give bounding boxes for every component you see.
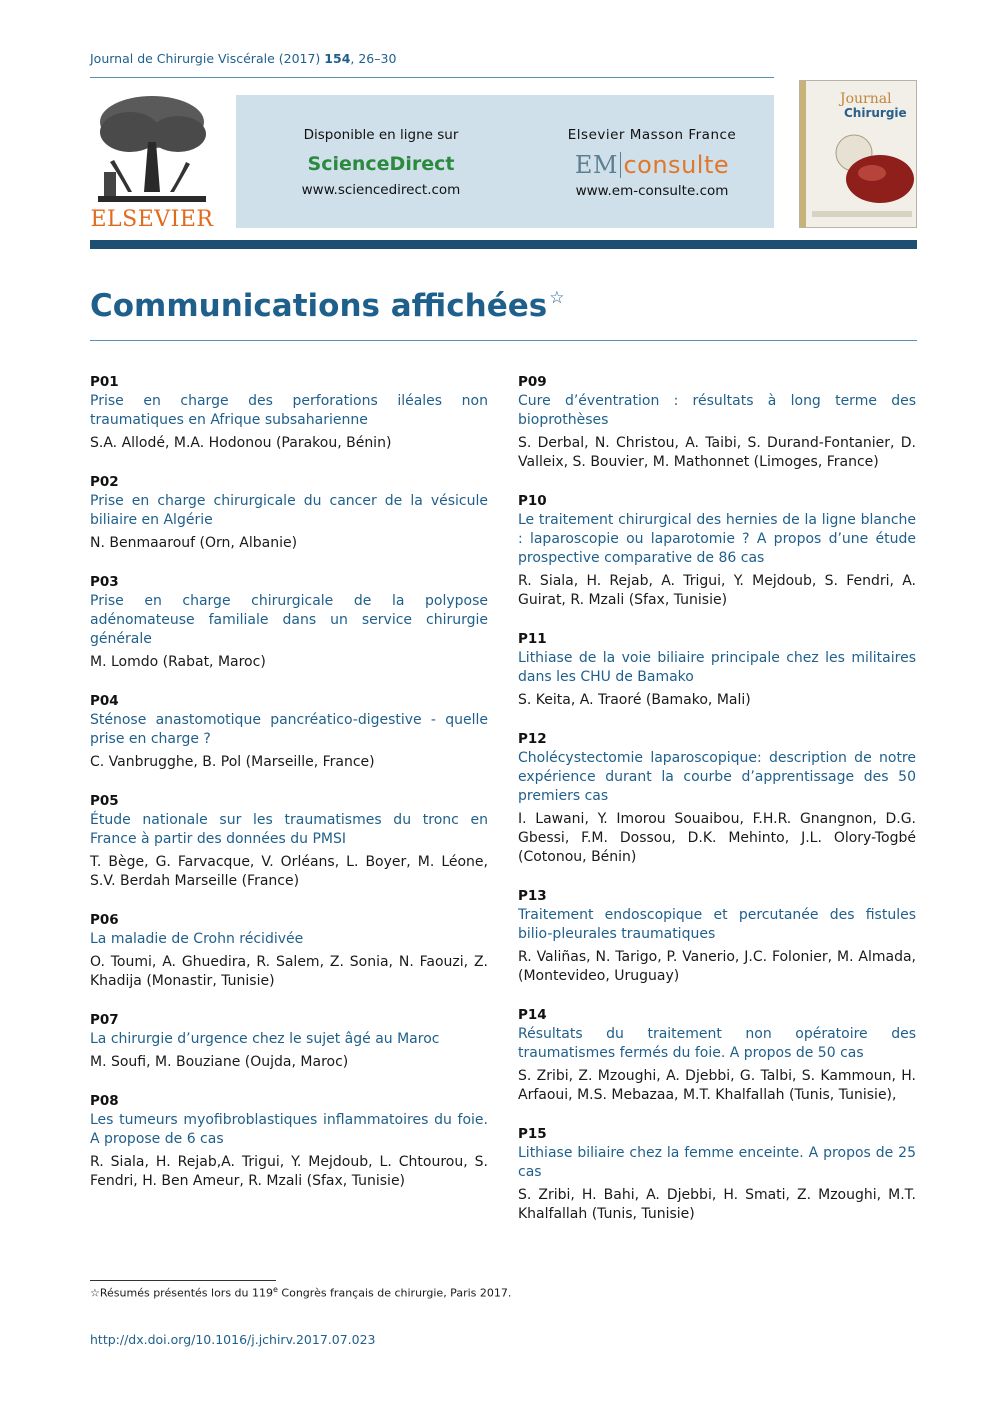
elsevier-wordmark: ELSEVIER: [90, 207, 214, 232]
cover-title-label: Chirurgie: [844, 106, 907, 120]
abstract-id: P06: [90, 912, 119, 928]
abstract-id: P12: [518, 731, 547, 747]
abstract-title-link[interactable]: Le traitement chirurgical des hernies de la ligne blanche : laparoscopie ou laparotomie ? A propos d’une étude prospective comparative de 86 cas: [518, 512, 916, 566]
abstract-entry: [518, 730, 916, 867]
abstract-authors: M. Lomdo (Rabat, Maroc): [90, 654, 266, 670]
header-rule: [90, 77, 774, 78]
journal-pages: , 26–30: [350, 51, 397, 66]
abstract-title-link[interactable]: Cholécystectomie laparoscopique: description de notre expérience durant la courbe d’apprentissage des 50 premiers cas: [518, 750, 916, 804]
abstract-entry: [518, 630, 916, 710]
abstract-title-link[interactable]: La maladie de Crohn récidivée: [90, 931, 304, 947]
emconsulte-separator: [620, 152, 622, 178]
sciencedirect-logo[interactable]: ScienceDirect: [307, 153, 455, 175]
abstract-id: P03: [90, 574, 119, 590]
abstract-title-link[interactable]: La chirurgie d’urgence chez le sujet âgé au Maroc: [90, 1031, 440, 1047]
sciencedirect-url[interactable]: www.sciencedirect.com: [301, 182, 461, 198]
abstract-authors: S. Zribi, H. Bahi, A. Djebbi, H. Smati, Z. Mzoughi, M.T. Khalfallah (Tunis, Tunisie): [518, 1187, 916, 1222]
available-online-label: Disponible en ligne sur: [303, 127, 459, 143]
emconsulte-logo[interactable]: [530, 151, 774, 179]
page-title: [90, 288, 564, 324]
abstract-title-link[interactable]: Prise en charge chirurgicale du cancer de la vésicule biliaire en Algérie: [90, 493, 488, 528]
abstract-title-link[interactable]: Sténose anastomotique pancréatico-digestive - quelle prise en charge ?: [90, 712, 488, 747]
abstract-authors: N. Benmaarouf (Orn, Albanie): [90, 535, 298, 551]
abstract-title-link[interactable]: Étude nationale sur les traumatismes du tronc en France à partir des données du PMSI: [90, 812, 488, 847]
emconsulte-em: EM: [574, 151, 618, 179]
abstract-id: P05: [90, 793, 119, 809]
abstract-authors: R. Valiñas, N. Tarigo, P. Vanerio, J.C. Folonier, M. Almada, (Montevideo, Uruguay): [518, 949, 916, 984]
journal-volume: 154: [324, 51, 351, 66]
abstract-id: P10: [518, 493, 547, 509]
abstract-id: P15: [518, 1126, 547, 1142]
footnote-star-icon[interactable]: ☆: [549, 288, 565, 308]
abstract-entry: [90, 373, 488, 453]
cover-journal-label: Journal: [840, 91, 892, 107]
footnote: [90, 1285, 511, 1300]
abstract-title-link[interactable]: Prise en charge des perforations iléales non traumatiques en Afrique subsaharienne: [90, 393, 488, 428]
abstract-authors: O. Toumi, A. Ghuedira, R. Salem, Z. Sonia, N. Faouzi, Z. Khadija (Monastir, Tunisie): [90, 954, 488, 989]
footnote-superscript: e: [273, 1285, 278, 1294]
abstract-authors: R. Siala, H. Rejab, A. Trigui, Y. Mejdoub, S. Fendri, A. Guirat, R. Mzali (Sfax, Tunisie): [518, 573, 916, 608]
abstract-title-link[interactable]: Cure d’éventration : résultats à long terme des bioprothèses: [518, 393, 916, 428]
abstract-title-link[interactable]: Prise en charge chirurgicale de la polypose adénomateuse familiale dans un service chirurgie générale: [90, 593, 488, 647]
footnote-rule: [90, 1280, 276, 1281]
abstract-title-link[interactable]: Lithiase biliaire chez la femme enceinte. A propos de 25 cas: [518, 1145, 916, 1180]
abstract-id: P04: [90, 693, 119, 709]
abstract-authors: T. Bège, G. Farvacque, V. Orléans, L. Boyer, M. Léone, S.V. Berdah Marseille (France): [90, 854, 488, 889]
abstract-authors: S. Zribi, Z. Mzoughi, A. Djebbi, G. Talbi, S. Kammoun, H. Arfaoui, M.S. Mebazaa, M.T. Khalfallah (Tunis, Tunisie),: [518, 1068, 916, 1103]
abstract-entry: [90, 792, 488, 891]
page-title-text: Communications affichées: [90, 288, 548, 324]
footnote-text-prefix: Résumés présentés lors du 119: [99, 1286, 273, 1300]
emconsulte-block: [530, 95, 774, 228]
journal-cover-thumbnail: [799, 80, 917, 228]
abstract-authors: S. Derbal, N. Christou, A. Taibi, S. Durand-Fontanier, D. Valleix, S. Bouvier, M. Mathonnet (Limoges, France): [518, 435, 916, 470]
abstract-title-link[interactable]: Lithiase de la voie biliaire principale chez les militaires dans les CHU de Bamako: [518, 650, 916, 685]
journal-citation: [90, 51, 396, 66]
abstract-authors: M. Soufi, M. Bouziane (Oujda, Maroc): [90, 1054, 349, 1070]
abstract-id: P07: [90, 1012, 119, 1028]
abstract-entry: [90, 473, 488, 553]
abstract-title-link[interactable]: Traitement endoscopique et percutanée des fistules bilio-pleurales traumatiques: [518, 907, 916, 942]
abstract-entry: [518, 492, 916, 610]
abstract-authors: I. Lawani, Y. Imorou Souaibou, F.H.R. Gnangnon, D.G. Gbessi, F.M. Dossou, D.K. Mehinto, J.L. Olory-Togbé (Cotonou, Bénin): [518, 811, 916, 865]
entries-left-column: [90, 373, 488, 1211]
abstract-id: P01: [90, 374, 119, 390]
entries-right-column: [518, 373, 916, 1244]
doi-link[interactable]: http://dx.doi.org/10.1016/j.jchirv.2017.07.023: [90, 1332, 376, 1347]
footnote-mark: ☆: [90, 1286, 100, 1300]
abstract-authors: C. Vanbrugghe, B. Pol (Marseille, France): [90, 754, 375, 770]
abstract-entry: [518, 373, 916, 472]
sciencedirect-block: [236, 95, 526, 228]
abstract-id: P08: [90, 1093, 119, 1109]
header-thick-rule: [90, 240, 917, 249]
abstract-entry: [518, 1006, 916, 1105]
abstract-authors: R. Siala, H. Rejab,A. Trigui, Y. Mejdoub, L. Chtourou, S. Fendri, H. Ben Ameur, R. Mzali (Sfax, Tunisie): [90, 1154, 488, 1189]
abstract-entry: [90, 692, 488, 772]
emconsulte-url[interactable]: www.em-consulte.com: [575, 183, 729, 199]
abstract-id: P02: [90, 474, 119, 490]
abstract-authors: S. Keita, A. Traoré (Bamako, Mali): [518, 692, 751, 708]
abstract-entry: [90, 1092, 488, 1191]
abstract-id: P14: [518, 1007, 547, 1023]
abstract-entry: [90, 911, 488, 991]
abstract-entry: [518, 1125, 916, 1224]
footnote-text-suffix: Congrès français de chirurgie, Paris 2017.: [277, 1286, 512, 1300]
abstract-entry: [90, 573, 488, 672]
abstract-id: P09: [518, 374, 547, 390]
title-rule: [90, 340, 917, 341]
abstract-title-link[interactable]: Résultats du traitement non opératoire des traumatismes fermés du foie. A propos de 50 cas: [518, 1026, 916, 1061]
abstract-entry: [90, 1011, 488, 1072]
abstract-title-link[interactable]: Les tumeurs myofibroblastiques inflammatoires du foie. A propose de 6 cas: [90, 1112, 488, 1147]
abstract-id: P13: [518, 888, 547, 904]
publisher-name: Elsevier Masson France: [567, 127, 737, 143]
abstract-id: P11: [518, 631, 547, 647]
journal-name: Journal de Chirurgie Viscérale (2017): [90, 51, 321, 66]
emconsulte-consulte: consulte: [623, 151, 730, 179]
abstract-entry: [518, 887, 916, 986]
abstract-authors: S.A. Allodé, M.A. Hodonou (Parakou, Bénin): [90, 435, 392, 451]
